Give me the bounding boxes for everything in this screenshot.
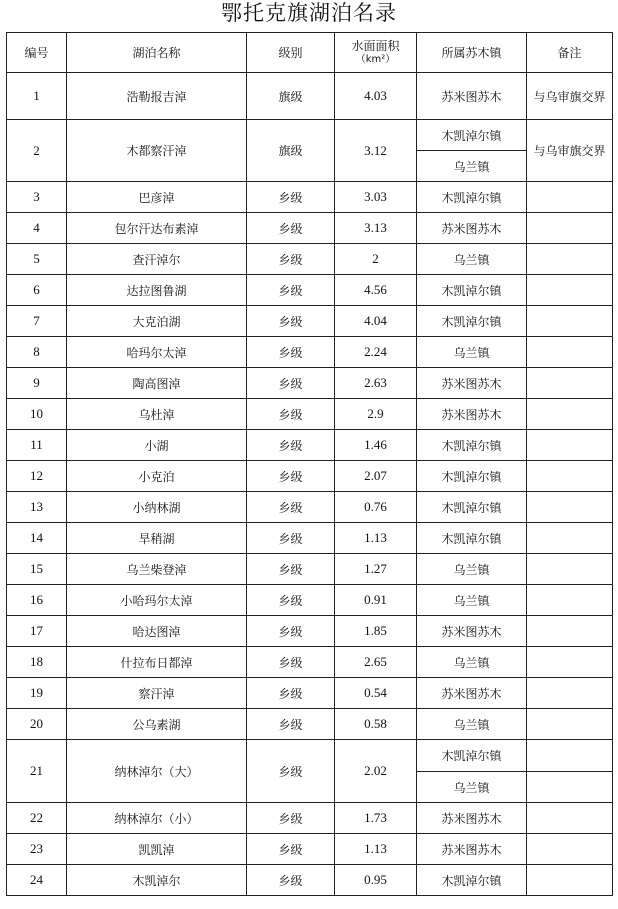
cell-name: 旱稍湖 xyxy=(67,523,247,554)
cell-no: 17 xyxy=(7,616,67,647)
cell-no: 3 xyxy=(7,182,67,213)
cell-level: 乡级 xyxy=(247,647,335,678)
cell-area: 0.95 xyxy=(335,865,417,896)
table-row xyxy=(7,616,613,647)
cell-town: 木凯淖尔镇 xyxy=(417,740,527,772)
cell-name: 木凯淖尔 xyxy=(67,865,247,896)
cell-no: 18 xyxy=(7,647,67,678)
cell-note xyxy=(527,865,613,896)
cell-level: 乡级 xyxy=(247,803,335,834)
cell-area: 0.91 xyxy=(335,585,417,616)
cell-no: 7 xyxy=(7,306,67,337)
cell-note xyxy=(527,803,613,834)
cell-level: 乡级 xyxy=(247,865,335,896)
cell-town: 木凯淖尔镇 xyxy=(417,306,527,337)
table-row xyxy=(7,678,613,709)
cell-no: 22 xyxy=(7,803,67,834)
cell-level: 乡级 xyxy=(247,337,335,368)
cell-note xyxy=(527,523,613,554)
cell-level: 乡级 xyxy=(247,585,335,616)
cell-town: 木凯淖尔镇 xyxy=(417,275,527,306)
cell-area: 3.13 xyxy=(335,213,417,244)
cell-note xyxy=(527,740,613,772)
header-area-unit: （km²） xyxy=(355,53,396,65)
cell-town: 乌兰镇 xyxy=(417,709,527,740)
cell-area: 4.03 xyxy=(335,73,417,120)
header-level: 级别 xyxy=(247,33,335,73)
cell-note xyxy=(527,616,613,647)
table-row xyxy=(7,865,613,896)
cell-area: 1.46 xyxy=(335,430,417,461)
cell-note xyxy=(527,244,613,275)
cell-area: 2.07 xyxy=(335,461,417,492)
cell-area: 1.27 xyxy=(335,554,417,585)
cell-name: 小纳林湖 xyxy=(67,492,247,523)
cell-town: 乌兰镇 xyxy=(417,337,527,368)
cell-note xyxy=(527,834,613,865)
cell-area: 0.76 xyxy=(335,492,417,523)
lake-table xyxy=(6,32,613,896)
cell-area: 1.13 xyxy=(335,834,417,865)
cell-no: 24 xyxy=(7,865,67,896)
table-row xyxy=(7,275,613,306)
cell-note xyxy=(527,306,613,337)
cell-level: 乡级 xyxy=(247,244,335,275)
cell-no: 8 xyxy=(7,337,67,368)
table-row xyxy=(7,834,613,865)
cell-note xyxy=(527,647,613,678)
cell-no: 23 xyxy=(7,834,67,865)
cell-area: 2.65 xyxy=(335,647,417,678)
header-area xyxy=(335,33,417,73)
cell-level: 乡级 xyxy=(247,523,335,554)
cell-name: 查汗淖尔 xyxy=(67,244,247,275)
cell-note: 与乌审旗交界 xyxy=(527,73,613,120)
cell-level: 乡级 xyxy=(247,430,335,461)
cell-level: 乡级 xyxy=(247,182,335,213)
cell-level: 乡级 xyxy=(247,554,335,585)
cell-level: 乡级 xyxy=(247,740,335,803)
cell-note xyxy=(527,678,613,709)
cell-name: 凯凯淖 xyxy=(67,834,247,865)
cell-note xyxy=(527,585,613,616)
cell-name: 达拉图鲁湖 xyxy=(67,275,247,306)
cell-name: 包尔汗达布素淖 xyxy=(67,213,247,244)
cell-town: 乌兰镇 xyxy=(417,554,527,585)
cell-name: 陶高图淖 xyxy=(67,368,247,399)
cell-town: 木凯淖尔镇 xyxy=(417,523,527,554)
cell-area: 2.24 xyxy=(335,337,417,368)
cell-area: 1.73 xyxy=(335,803,417,834)
cell-level: 乡级 xyxy=(247,678,335,709)
cell-level: 乡级 xyxy=(247,306,335,337)
table-row xyxy=(7,585,613,616)
cell-town: 木凯淖尔镇 xyxy=(417,182,527,213)
cell-area: 4.04 xyxy=(335,306,417,337)
cell-area: 3.12 xyxy=(335,120,417,182)
table-row xyxy=(7,368,613,399)
cell-town: 苏米图苏木 xyxy=(417,834,527,865)
cell-name: 哈达图淖 xyxy=(67,616,247,647)
table-row xyxy=(7,73,613,120)
cell-town: 苏米图苏木 xyxy=(417,368,527,399)
cell-level: 旗级 xyxy=(247,120,335,182)
cell-town: 乌兰镇 xyxy=(417,585,527,616)
cell-no: 14 xyxy=(7,523,67,554)
cell-no: 1 xyxy=(7,73,67,120)
header-note: 备注 xyxy=(527,33,613,73)
cell-name: 小克泊 xyxy=(67,461,247,492)
cell-area: 2 xyxy=(335,244,417,275)
cell-no: 11 xyxy=(7,430,67,461)
cell-note xyxy=(527,368,613,399)
cell-name: 小哈玛尔太淖 xyxy=(67,585,247,616)
cell-level: 旗级 xyxy=(247,73,335,120)
cell-town: 乌兰镇 xyxy=(417,244,527,275)
table-row xyxy=(7,399,613,430)
cell-no: 13 xyxy=(7,492,67,523)
cell-town: 木凯淖尔镇 xyxy=(417,461,527,492)
cell-name: 什拉布日都淖 xyxy=(67,647,247,678)
cell-level: 乡级 xyxy=(247,709,335,740)
cell-town: 苏米图苏木 xyxy=(417,73,527,120)
cell-name: 纳林淖尔（大） xyxy=(67,740,247,803)
cell-town: 木凯淖尔镇 xyxy=(417,865,527,896)
cell-level: 乡级 xyxy=(247,492,335,523)
cell-name: 乌兰柴登淖 xyxy=(67,554,247,585)
cell-level: 乡级 xyxy=(247,275,335,306)
table-row xyxy=(7,306,613,337)
cell-no: 6 xyxy=(7,275,67,306)
cell-area: 2.02 xyxy=(335,740,417,803)
cell-no: 19 xyxy=(7,678,67,709)
cell-name: 公乌素湖 xyxy=(67,709,247,740)
cell-note xyxy=(527,554,613,585)
cell-town: 苏米图苏木 xyxy=(417,213,527,244)
header-area-label: 水面面积 xyxy=(351,38,400,53)
cell-level: 乡级 xyxy=(247,616,335,647)
table-row xyxy=(7,492,613,523)
cell-note xyxy=(527,772,613,803)
cell-area: 0.54 xyxy=(335,678,417,709)
table-row xyxy=(7,803,613,834)
table-body xyxy=(7,73,613,896)
cell-no: 21 xyxy=(7,740,67,803)
cell-no: 15 xyxy=(7,554,67,585)
cell-no: 2 xyxy=(7,120,67,182)
cell-level: 乡级 xyxy=(247,461,335,492)
cell-town: 苏米图苏木 xyxy=(417,616,527,647)
cell-town: 乌兰镇 xyxy=(417,647,527,678)
cell-level: 乡级 xyxy=(247,834,335,865)
cell-name: 察汗淖 xyxy=(67,678,247,709)
table-row xyxy=(7,430,613,461)
cell-name: 大克泊湖 xyxy=(67,306,247,337)
cell-name: 巴彦淖 xyxy=(67,182,247,213)
cell-area: 1.13 xyxy=(335,523,417,554)
cell-area: 0.58 xyxy=(335,709,417,740)
cell-level: 乡级 xyxy=(247,399,335,430)
table-row xyxy=(7,647,613,678)
cell-no: 5 xyxy=(7,244,67,275)
header-town: 所属苏木镇 xyxy=(417,33,527,73)
cell-town: 木凯淖尔镇 xyxy=(417,492,527,523)
cell-note xyxy=(527,213,613,244)
cell-area: 1.85 xyxy=(335,616,417,647)
table-row xyxy=(7,244,613,275)
cell-note xyxy=(527,461,613,492)
cell-level: 乡级 xyxy=(247,213,335,244)
table-row xyxy=(7,740,613,772)
cell-area: 2.63 xyxy=(335,368,417,399)
cell-area: 2.9 xyxy=(335,399,417,430)
cell-no: 9 xyxy=(7,368,67,399)
table-row xyxy=(7,523,613,554)
cell-no: 4 xyxy=(7,213,67,244)
cell-area: 3.03 xyxy=(335,182,417,213)
cell-no: 10 xyxy=(7,399,67,430)
cell-note: 与乌审旗交界 xyxy=(527,120,613,182)
table-row xyxy=(7,182,613,213)
table-row xyxy=(7,213,613,244)
cell-note xyxy=(527,492,613,523)
cell-no: 12 xyxy=(7,461,67,492)
cell-no: 20 xyxy=(7,709,67,740)
cell-town: 苏米图苏木 xyxy=(417,803,527,834)
cell-note xyxy=(527,430,613,461)
header-no: 编号 xyxy=(7,33,67,73)
header-row xyxy=(7,33,613,73)
cell-note xyxy=(527,275,613,306)
cell-town: 木凯淖尔镇 xyxy=(417,430,527,461)
cell-no: 16 xyxy=(7,585,67,616)
cell-name: 浩勒报吉淖 xyxy=(67,73,247,120)
cell-town: 苏米图苏木 xyxy=(417,399,527,430)
cell-name: 小湖 xyxy=(67,430,247,461)
cell-name: 木都察汗淖 xyxy=(67,120,247,182)
table-row xyxy=(7,337,613,368)
cell-name: 纳林淖尔（小） xyxy=(67,803,247,834)
cell-town: 木凯淖尔镇 xyxy=(417,120,527,151)
cell-name: 哈玛尔太淖 xyxy=(67,337,247,368)
cell-note xyxy=(527,337,613,368)
cell-town: 苏米图苏木 xyxy=(417,678,527,709)
header-name: 湖泊名称 xyxy=(67,33,247,73)
cell-area: 4.56 xyxy=(335,275,417,306)
cell-level: 乡级 xyxy=(247,368,335,399)
cell-name: 乌杜淖 xyxy=(67,399,247,430)
cell-town: 乌兰镇 xyxy=(417,772,527,803)
cell-town: 乌兰镇 xyxy=(417,151,527,182)
page-title: 鄂托克旗湖泊名录 xyxy=(221,1,397,25)
table-row xyxy=(7,554,613,585)
cell-note xyxy=(527,182,613,213)
table-row xyxy=(7,461,613,492)
cell-note xyxy=(527,709,613,740)
table-row xyxy=(7,120,613,151)
cell-note xyxy=(527,399,613,430)
table-row xyxy=(7,709,613,740)
